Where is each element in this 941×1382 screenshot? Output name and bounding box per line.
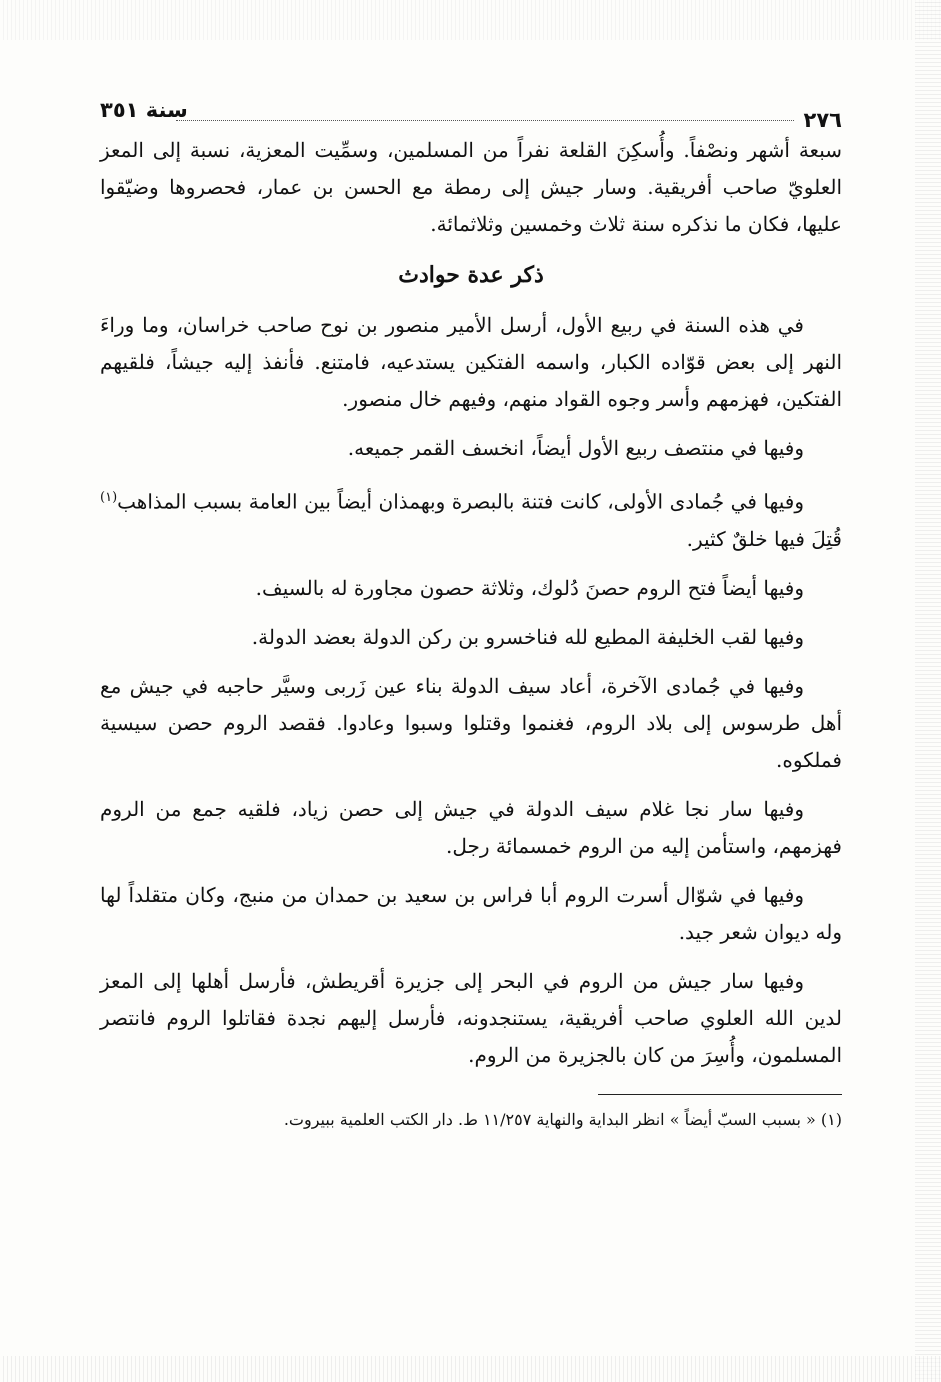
page-number: ٢٧٦ [803,108,842,132]
scan-edge-top [0,0,941,40]
page-header [100,96,842,132]
paragraph-text: وفيها في جُمادى الأولى، كانت فتنة بالبصرة وبهمذان أيضاً بين العامة بسبب المذاهب [117,489,804,514]
footnote-separator [598,1094,842,1095]
paragraph: وفيها أيضاً فتح الروم حصنَ دُلوك، وثلاثة حصون مجاورة له بالسيف. [255,575,804,600]
book-page [100,96,842,1133]
scan-edge-bottom [0,1356,941,1382]
paragraph: وفيها سار نجا غلام سيف الدولة في جيش إلى حصن زياد، فلقيه جمع من الروم فهزمهم، واستأمن إليه من الروم خمسمائة رجل. [100,796,842,858]
paragraph: وفيها سار جيش من الروم في البحر إلى جزيرة أقريطش، فأرسل أهلها إلى المعز لدين الله العلوي صاحب أفريقية، يستنجدونه، فأرسل إليهم نجدة فقاتلوا الروم فانتصر المسلمون، وأُسِرَ من كان بالجزيرة من الروم. [100,968,842,1067]
footnote-marker[interactable]: (١) [100,490,118,505]
section-heading: ذكر عدة حوادث [398,262,544,288]
paragraph: وفيها في منتصف ربيع الأول أيضاً، انخسف القمر جميعه. [347,436,804,460]
footnote: (١) « بسبب السبّ أيضاً » انظر البداية والنهاية ١١/٢٥٧ ط. دار الكتب العلمية ببيروت. [283,1109,842,1129]
paragraph-text: قُتِلَ فيها خلقٌ كثير. [686,526,842,551]
paragraph-continuation: سبعة أشهر ونصْفاً. وأُسكِنَ القلعة نفراً من المسلمين، وسمِّيت المعزية، نسبة إلى المعز العلويّ صاحب أفريقية. وسار جيش إلى رمطة مع الحسن بن عمار، فحصروها وضيّقوا عليها، فكان ما نذكره سنة ثلاث وخمسين وثلاثمائة. [100,138,842,236]
paragraph: في هذه السنة في ربيع الأول، أرسل الأمير منصور بن نوح صاحب خراسان، وما وراءَ النهر إلى بعض قوّاده الكبار، واسمه الفتكين يستدعيه، فامتنع. فأنفذ إليه جيشاً، فلقيهم الفتكين، فهزمهم وأسر وجوه القواد منهم، وفيهم خال منصور. [100,313,842,411]
header-dotted-rule [176,120,794,121]
running-head: سنة ٣٥١ [100,98,188,122]
paragraph: وفيها في جُمادى الآخرة، أعاد سيف الدولة بناء عين زَربى وسيَّر حاجبه في جيش مع أهل طرسوس إلى بلاد الروم، فغنموا وقتلوا وسبوا وعادوا. فقصد الروم حصن سيسية فملكوه. [100,673,842,772]
scan-edge-right [915,0,941,1382]
paragraph: وفيها لقب الخليفة المطيع لله فناخسرو بن ركن الدولة بعضد الدولة. [251,624,804,649]
page-body [100,132,842,1074]
paragraph-with-footnote [100,479,842,558]
paragraph: وفيها في شوّال أسرت الروم أبا فراس بن سعيد بن حمدان من منبج، وكان متقلداً لها وله ديوان شعر جيد. [100,882,842,944]
